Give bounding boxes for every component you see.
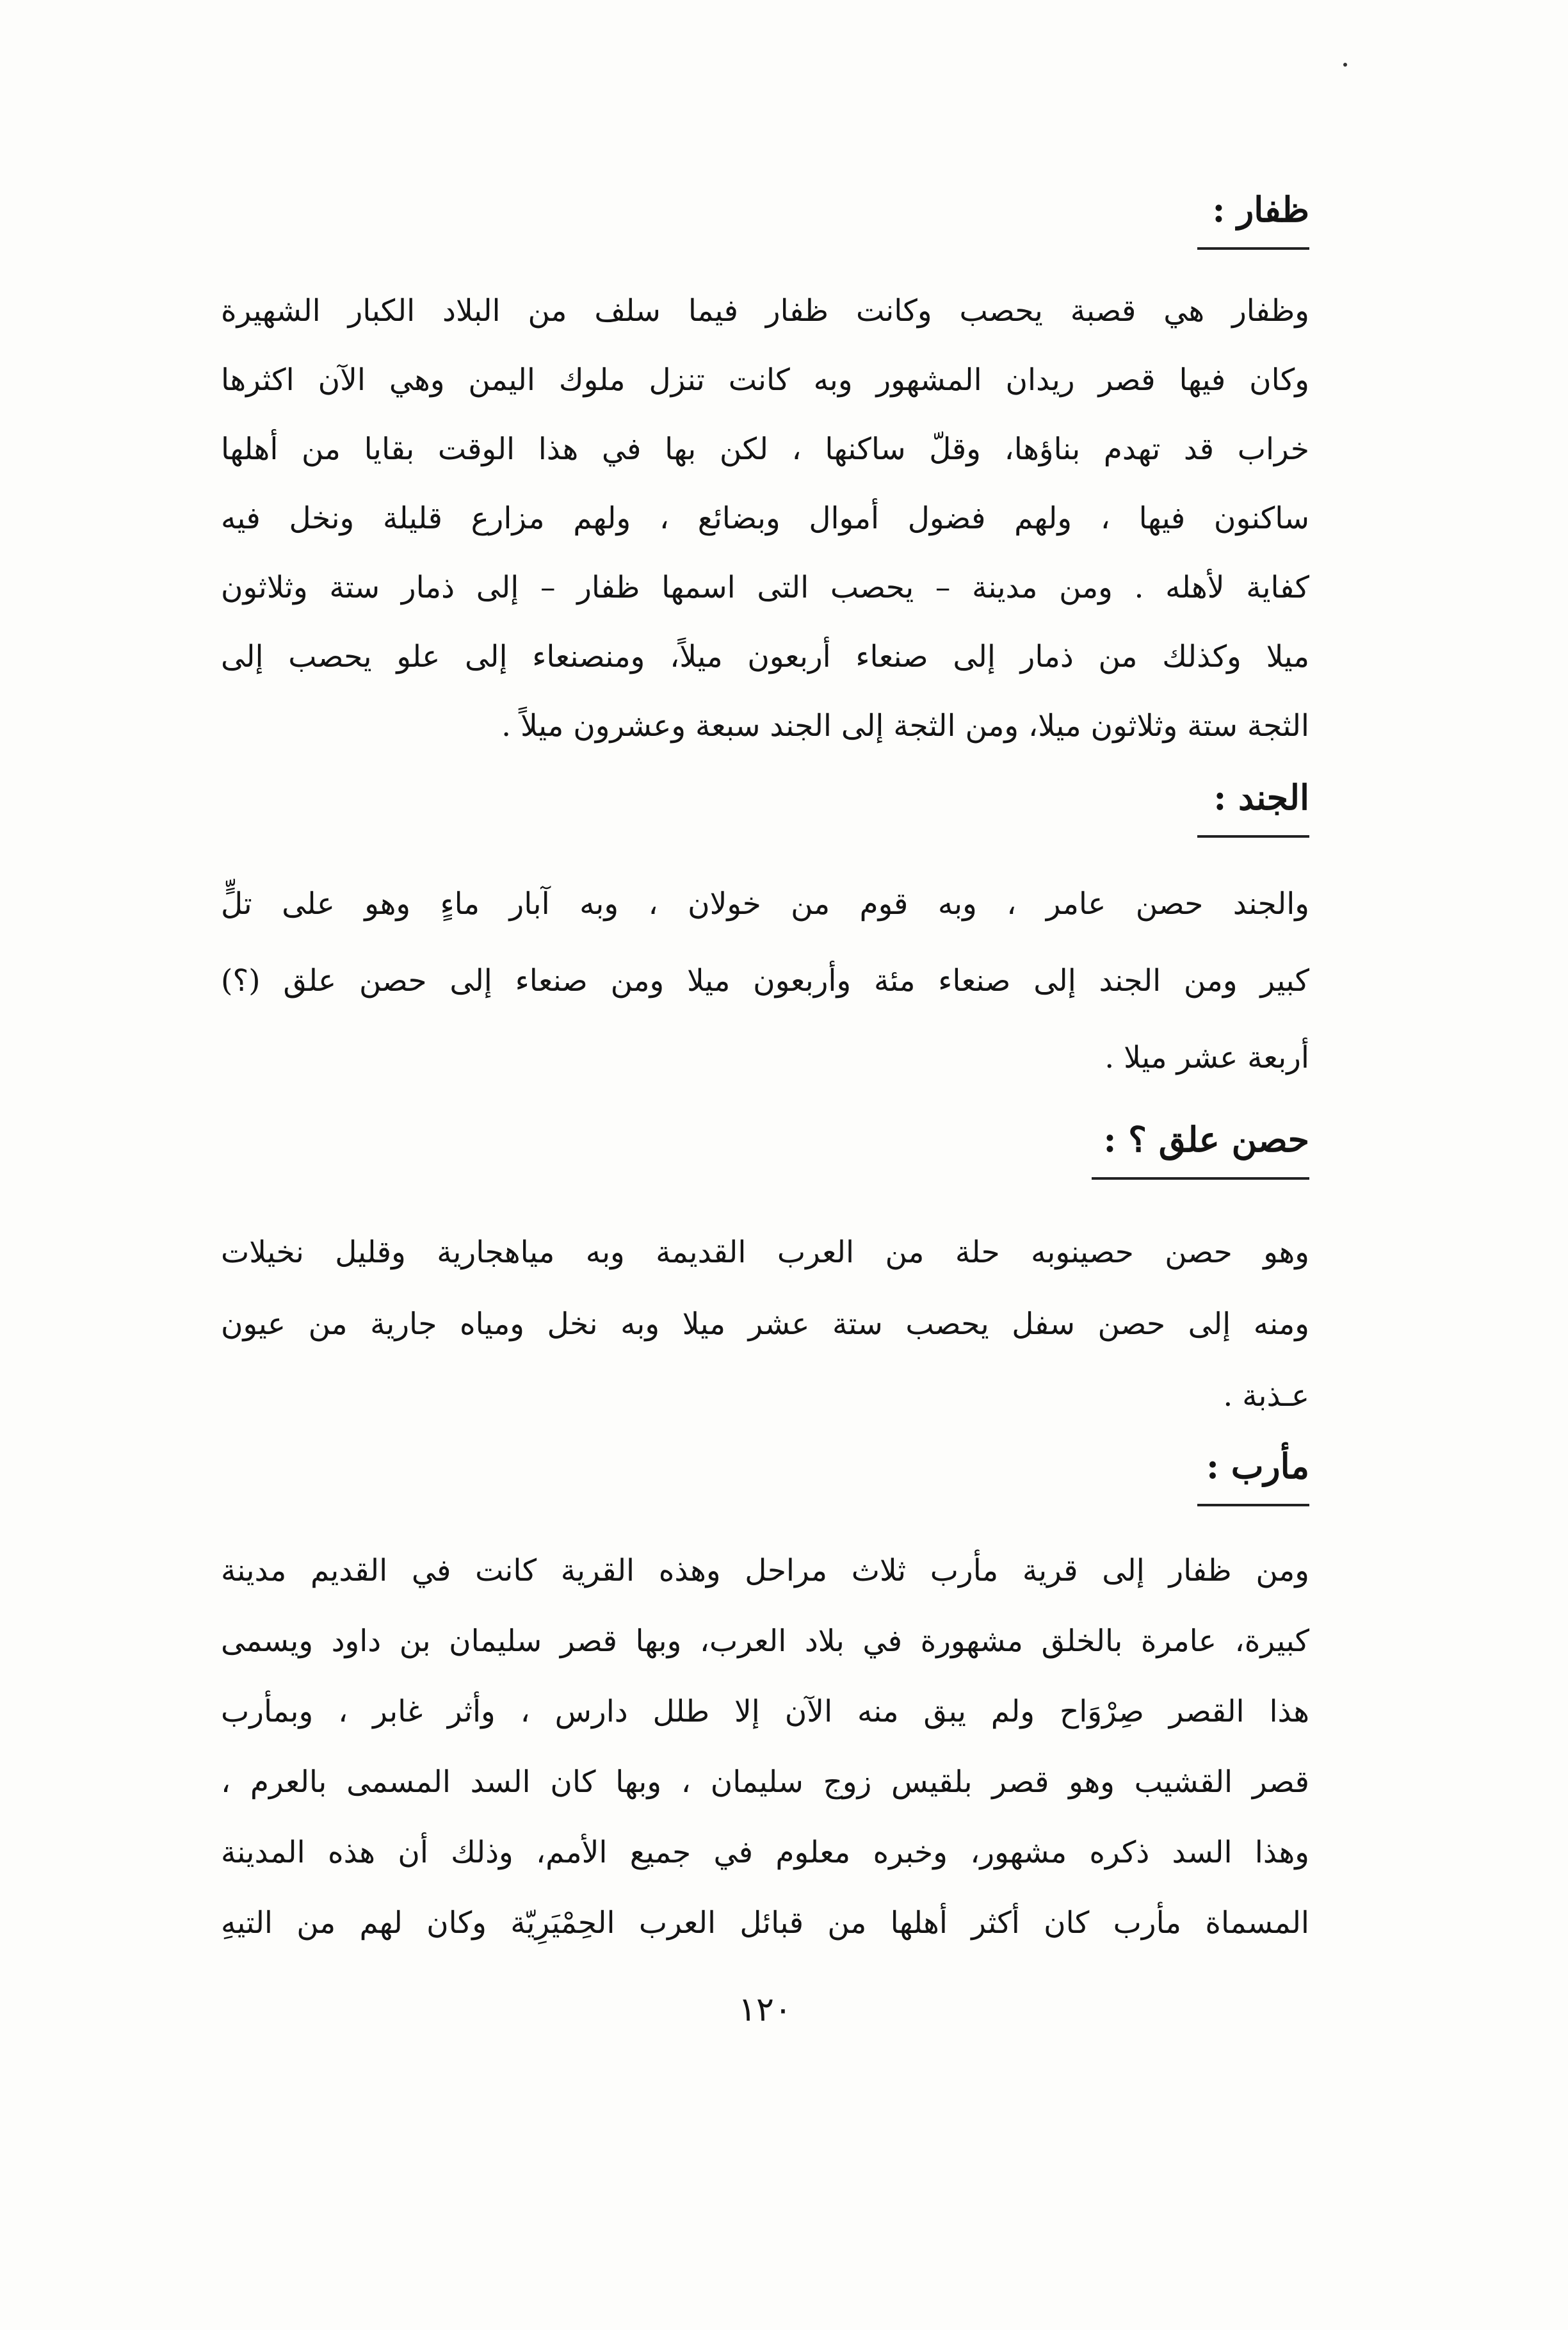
page-number: ١٢٠ — [738, 1991, 792, 2029]
section-heading-hisn-alaq: حصن علق ؟ : — [1092, 1122, 1309, 1180]
section-heading-marib: مأرب : — [1197, 1449, 1309, 1506]
text-line: قصر القشيب وهو قصر بلقيس زوج سليمان ، وبها كان السد المسمى بالعرم ، — [221, 1764, 1309, 1800]
section-heading-zafar: ظفار : — [1197, 192, 1309, 250]
text-line: وكان فيها قصر ريدان المشهور وبه كانت تنزل ملوك اليمن وهي الآن اكثرها — [221, 363, 1309, 398]
text-line: خراب قد تهدم بناؤها، وقلّ ساكنها ، لكن بها في هذا الوقت بقايا من أهلها — [221, 432, 1309, 467]
section-heading-jund: الجند : — [1197, 780, 1309, 838]
speck — [1343, 63, 1347, 67]
text-line: هذا القصر صِرْوَاح ولم يبق منه الآن إلا طلل دارس ، وأثر غابر ، وبمأرب — [221, 1694, 1309, 1729]
text-line: كبير ومن الجند إلى صنعاء مئة وأربعون ميلا ومن صنعاء إلى حصن علق (؟) — [221, 963, 1309, 998]
text-line: وظفار هي قصبة يحصب وكانت ظفار فيما سلف من البلاد الكبار الشهيرة — [221, 293, 1309, 329]
text-line: ومن ظفار إلى قرية مأرب ثلاث مراحل وهذه القرية كانت في القديم مدينة — [221, 1553, 1309, 1588]
text-line: المسماة مأرب كان أكثر أهلها من قبائل العرب الحِمْيَرِيّة وكان لهم من التيهِ — [221, 1905, 1309, 1941]
text-line: وهو حصن حصينوبه حلة من العرب القديمة وبه مياهجارية وقليل نخيلات — [221, 1235, 1309, 1270]
section-text-jund — [221, 866, 1309, 1096]
text-line: ومنه إلى حصن سفل يحصب ستة عشر ميلا وبه نخل ومياه جارية من عيون — [221, 1307, 1309, 1342]
text-line: والجند حصن عامر ، وبه قوم من خولان ، وبه آبار ماءٍ وهو على تلٍّ — [221, 886, 1309, 922]
section-text-marib — [221, 1536, 1309, 1959]
text-line: وهذا السد ذكره مشهور، وخبره معلوم في جميع الأمم، وذلك أن هذه المدينة — [221, 1835, 1309, 1870]
text-line: كبيرة، عامرة بالخلق مشهورة في بلاد العرب، وبها قصر سليمان بن داود ويسمى — [221, 1624, 1309, 1659]
book-page — [221, 0, 1309, 2330]
text-line: الثجة ستة وثلاثون ميلا، ومن الثجة إلى الجند سبعة وعشرون ميلاً . — [501, 708, 1309, 744]
text-line: ساكنون فيها ، ولهم فضول أموال وبضائع ، ولهم مزارع قليلة ونخل فيه — [221, 501, 1309, 536]
text-line: كفاية لأهله . ومن مدينة – يحصب التى اسمها ظفار – إلى ذمار ستة وثلاثون — [221, 570, 1309, 605]
text-line: أربعة عشر ميلا . — [1104, 1040, 1309, 1075]
section-text-hisn-alaq — [221, 1217, 1309, 1432]
text-line: عـذبة . — [1223, 1378, 1309, 1413]
text-line: ميلا وكذلك من ذمار إلى صنعاء أربعون ميلاً، ومنصنعاء إلى علو يحصب إلى — [221, 639, 1309, 674]
section-text-zafar — [221, 277, 1309, 761]
